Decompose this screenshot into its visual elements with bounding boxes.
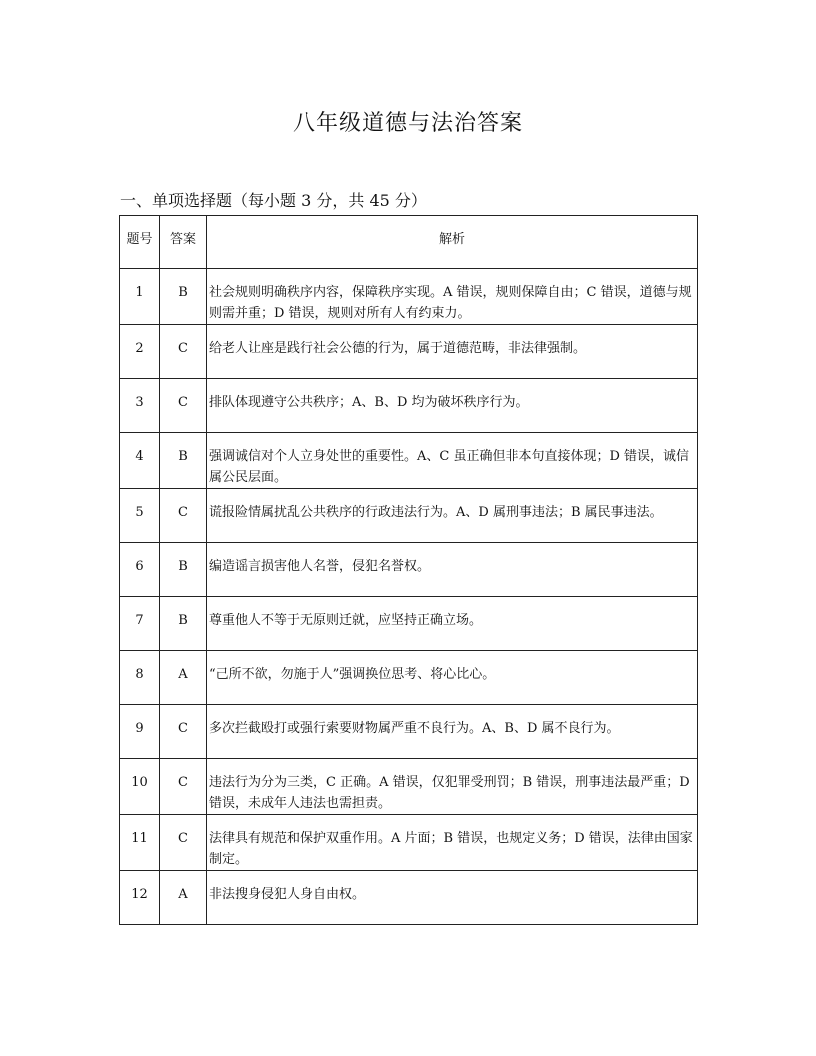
table-row (120, 379, 698, 433)
explanation-text: 法律具有规范和保护双重作用。A 片面；B 错误，也规定义务；D 错误，法律由国家制定。 (207, 815, 698, 871)
answer-letter: C (160, 489, 207, 543)
section-heading: 一、单项选择题（每小题 3 分，共 45 分） (120, 191, 427, 210)
answer-letter: A (160, 871, 207, 925)
table-row (120, 871, 698, 925)
question-number: 6 (120, 543, 160, 597)
header-explanation: 解析 (207, 216, 698, 269)
explanation-text: 违法行为分为三类，C 正确。A 错误，仅犯罪受刑罚；B 错误，刑事违法最严重；D 错误，未成年人违法也需担责。 (207, 759, 698, 815)
page-title: 八年级道德与法治答案 (292, 111, 523, 136)
table-row (120, 325, 698, 379)
answer-letter: B (160, 543, 207, 597)
answer-letter: C (160, 815, 207, 871)
explanation-text: 社会规则明确秩序内容，保障秩序实现。A 错误，规则保障自由；C 错误，道德与规则需并重；D 错误，规则对所有人有约束力。 (207, 269, 698, 325)
table-header-row (120, 216, 698, 269)
question-number: 7 (120, 597, 160, 651)
answer-letter: A (160, 651, 207, 705)
table-row (120, 597, 698, 651)
table-row (120, 651, 698, 705)
question-number: 1 (120, 269, 160, 325)
question-number: 10 (120, 759, 160, 815)
explanation-text: 多次拦截殴打或强行索要财物属严重不良行为。A、B、D 属不良行为。 (207, 705, 698, 759)
question-number: 12 (120, 871, 160, 925)
question-number: 2 (120, 325, 160, 379)
question-number: 9 (120, 705, 160, 759)
question-number: 5 (120, 489, 160, 543)
table-row (120, 759, 698, 815)
table-row (120, 489, 698, 543)
answer-letter: B (160, 269, 207, 325)
question-number: 8 (120, 651, 160, 705)
header-answer: 答案 (160, 216, 207, 269)
answer-letter: C (160, 325, 207, 379)
table-row (120, 815, 698, 871)
question-number: 11 (120, 815, 160, 871)
table-row (120, 269, 698, 325)
answer-letter: B (160, 433, 207, 489)
explanation-text: “己所不欲，勿施于人”强调换位思考、将心比心。 (207, 651, 698, 705)
explanation-text: 谎报险情属扰乱公共秩序的行政违法行为。A、D 属刑事违法；B 属民事违法。 (207, 489, 698, 543)
explanation-text: 排队体现遵守公共秩序；A、B、D 均为破坏秩序行为。 (207, 379, 698, 433)
explanation-text: 强调诚信对个人立身处世的重要性。A、C 虽正确但非本句直接体现；D 错误，诚信属公民层面。 (207, 433, 698, 489)
answer-letter: B (160, 597, 207, 651)
table-row (120, 433, 698, 489)
answer-letter: C (160, 705, 207, 759)
answer-letter: C (160, 379, 207, 433)
question-number: 3 (120, 379, 160, 433)
table-row (120, 705, 698, 759)
answer-table (119, 215, 698, 925)
header-number: 题号 (120, 216, 160, 269)
explanation-text: 非法搜身侵犯人身自由权。 (207, 871, 698, 925)
explanation-text: 尊重他人不等于无原则迁就，应坚持正确立场。 (207, 597, 698, 651)
answer-letter: C (160, 759, 207, 815)
explanation-text: 编造谣言损害他人名誉，侵犯名誉权。 (207, 543, 698, 597)
explanation-text: 给老人让座是践行社会公德的行为，属于道德范畴，非法律强制。 (207, 325, 698, 379)
table-row (120, 543, 698, 597)
question-number: 4 (120, 433, 160, 489)
